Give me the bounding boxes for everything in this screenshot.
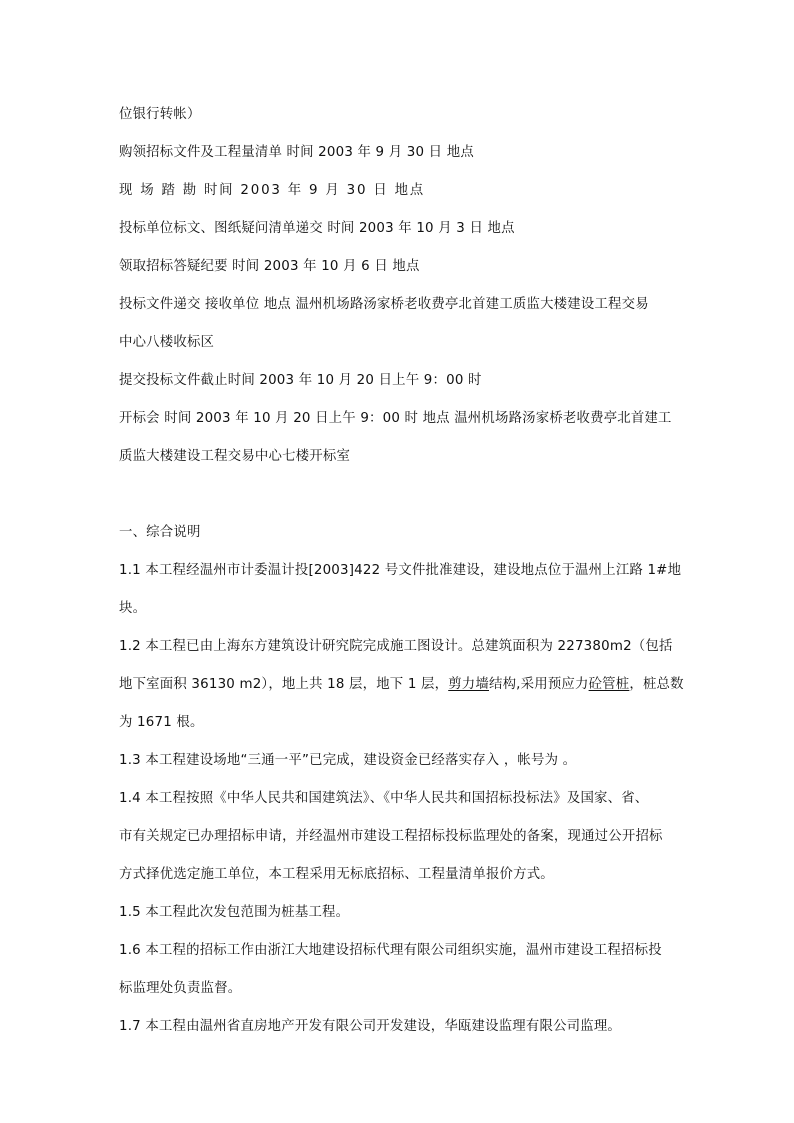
text-segment: 地下室面积 36130 m2），地上共 18 层，地下 1 层， (119, 677, 449, 692)
text-line: 1.6 本工程的招标工作由浙江大地建设招标代理有限公司组织实施，温州市建设工程招标投 (119, 943, 662, 958)
text-line: 为 1671 根。 (119, 715, 204, 730)
text-line: 方式择优选定施工单位，本工程采用无标底招标、工程量清单报价方式。 (119, 867, 554, 882)
text-line: 领取招标答疑纪要 时间 2003 年 10 月 6 日 地点 (119, 259, 420, 274)
text-line: 位银行转帐） (119, 107, 201, 122)
text-line: 开标会 时间 2003 年 10 月 20 日上午 9：00 时 地点 温州机场路汤家桥老收费亭北首建工 (119, 411, 672, 426)
text-line: 1.7 本工程由温州省直房地产开发有限公司开发建设，华瓯建设监理有限公司监理。 (119, 1019, 622, 1034)
text-line: 投标单位标文、图纸疑问清单递交 时间 2003 年 10 月 3 日 地点 (119, 221, 515, 236)
text-line: 块。 (119, 601, 147, 616)
text-line: 1.3 本工程建设场地“三通一平”已完成，建设资金已经落实存入 ，帐号为 。 (119, 753, 577, 768)
text-line: 投标文件递交 接收单位 地点 温州机场路汤家桥老收费亭北首建工质监大楼建设工程交易 (119, 297, 649, 312)
text-line: 1.5 本工程此次发包范围为桩基工程。 (119, 905, 350, 920)
text-line: 1.2 本工程已由上海东方建筑设计研究院完成施工图设计。总建筑面积为 227380m2（包括 (119, 639, 673, 654)
text-line (119, 675, 689, 695)
text-line: 提交投标文件截止时间 2003 年 10 月 20 日上午 9：00 时 (119, 373, 482, 388)
text-line: 1.4 本工程按照《中华人民共和国建筑法》、《中华人民共和国招标投标法》及国家、省、 (119, 791, 649, 806)
text-line: 市有关规定已办理招标申请，并经温州市建设工程招标投标监理处的备案，现通过公开招标 (119, 829, 663, 844)
section-heading: 一、综合说明 (119, 525, 201, 540)
text-line: 中心八楼收标区 (119, 335, 215, 350)
text-segment: 剪力墙 (448, 677, 489, 692)
text-line: 购领招标文件及工程量清单 时间 2003 年 9 月 30 日 地点 (119, 145, 474, 160)
text-line: 质监大楼建设工程交易中心七楼开标室 (119, 449, 351, 464)
text-segment: ，桩总数 (629, 677, 684, 692)
text-line: 现 场 踏 勘 时间 2003 年 9 月 30 日 地点 (119, 183, 425, 198)
text-line: 标监理处负责监督。 (119, 981, 242, 996)
text-segment: 砼管桩 (588, 677, 630, 692)
text-segment: 结构,采用预应力 (489, 677, 589, 692)
text-line: 1.1 本工程经温州市计委温计投[2003]422 号文件批准建设，建设地点位于温州上江路 1#地 (119, 563, 682, 578)
